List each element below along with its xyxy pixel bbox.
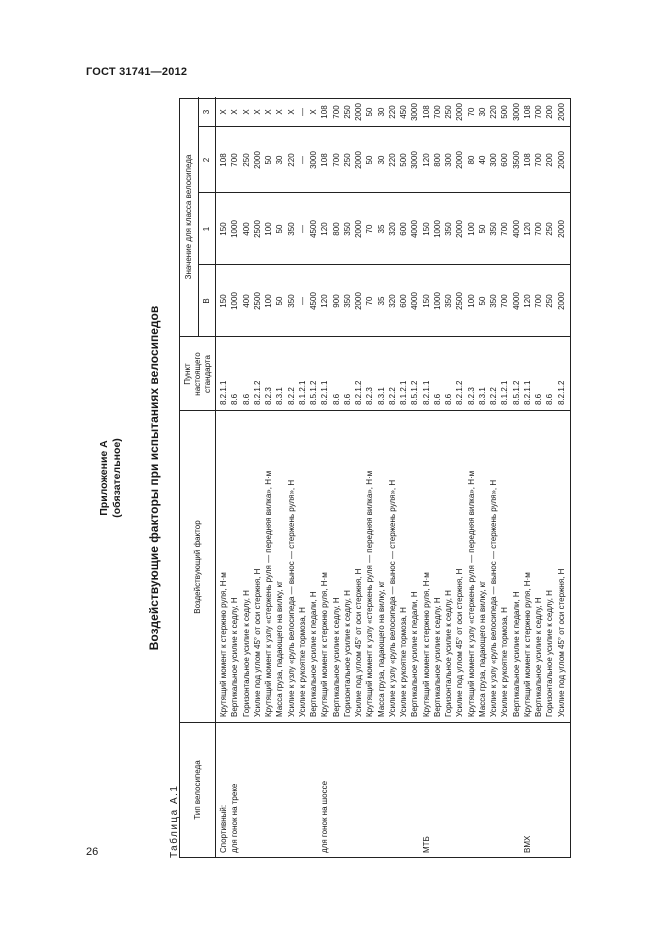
cell-clause: 8.2.1.2	[556, 380, 566, 405]
header-class-b: В	[201, 298, 211, 304]
table-row	[444, 97, 454, 857]
table-caption: Таблица А.1	[169, 784, 180, 858]
header-type: Тип велосипеда	[192, 760, 202, 820]
cell-class-3: X	[264, 109, 273, 115]
table-row	[275, 97, 285, 857]
cell-factor: Усилие к узлу «руль велосипеда — вынос — стержень руля», Н	[387, 479, 397, 717]
cell-class-b: 350	[489, 294, 498, 308]
cell-class-2: 40	[477, 155, 487, 165]
cell-class-1: 50	[477, 224, 487, 234]
table-row	[354, 97, 364, 857]
cell-class-b: 350	[342, 294, 352, 308]
cell-factor: Усилие к рукоятке тормоза, Н	[399, 607, 408, 717]
cell-clause: 8.5.1.2	[309, 380, 318, 405]
cell-class-3: X	[219, 109, 228, 115]
cell-class-1: 800	[331, 222, 341, 236]
cell-class-2: 700	[230, 153, 240, 167]
cell-factor: Горизонтальное усилие к седлу, Н	[545, 590, 555, 717]
table-row	[534, 97, 544, 857]
header-class-3: 3	[201, 109, 211, 115]
table-row	[500, 97, 510, 857]
cell-class-2: 50	[264, 155, 273, 165]
cell-class-2: 500	[399, 153, 408, 167]
cell-class-2: 30	[275, 155, 285, 165]
cell-class-3: 3000	[410, 103, 420, 121]
cell-class-b: —	[297, 297, 307, 305]
cell-clause: 8.1.2.1	[399, 380, 408, 405]
cell-class-2: 300	[444, 153, 453, 167]
table-row	[332, 97, 342, 857]
cell-class-1: 400	[241, 222, 251, 236]
cell-class-1: 100	[466, 222, 476, 236]
data-table	[179, 98, 571, 858]
cell-clause: 8.5.1.2	[410, 380, 420, 405]
header-class-values: Значение для класса велосипеда	[184, 154, 193, 280]
cell-class-b: 120	[522, 294, 532, 308]
cell-factor: Усилие под углом 45° от оси стержня, Н	[354, 568, 363, 717]
cell-factor: Крутящий момент к узлу «стержень руля — передняя вилка», Н·м	[466, 470, 476, 717]
cell-class-3: X	[286, 109, 296, 115]
cell-factor: Усилие под углом 45° от оси стержня, Н	[252, 568, 262, 717]
cell-class-2: 220	[387, 153, 397, 167]
cell-clause: 8.2.1.2	[252, 380, 262, 405]
cell-factor: Крутящий момент к узлу «стержень руля — передняя вилка», Н·м	[365, 470, 375, 717]
cell-clause: 8.2.1.1	[421, 380, 431, 405]
cell-clause: 8.6	[342, 393, 352, 405]
cell-factor: Усилие под углом 45° от оси стержня, Н	[455, 568, 465, 717]
cell-class-1: 120	[522, 222, 532, 236]
cell-class-b: 700	[534, 294, 543, 308]
cell-bicycle-type: для гонок на треке	[230, 783, 240, 853]
cell-class-b: 1000	[432, 292, 442, 310]
cell-clause: 8.2.3	[365, 387, 375, 405]
cell-class-2: 80	[466, 155, 476, 165]
cell-class-2: 3500	[511, 151, 521, 169]
cell-class-3: 700	[331, 105, 341, 119]
cell-factor: Масса груза, падающего на вилку, кг	[477, 580, 487, 717]
cell-class-3: 70	[466, 107, 476, 117]
table-row	[219, 97, 229, 857]
document-header: ГОСТ 31741—2012	[86, 66, 188, 78]
cell-class-b: 50	[477, 296, 487, 306]
cell-clause: 8.2.1.1	[522, 380, 532, 405]
table-row	[478, 97, 488, 857]
table-row	[230, 97, 240, 857]
cell-clause: 8.2.3	[466, 387, 476, 405]
table-row	[422, 97, 432, 857]
cell-class-3: 700	[534, 105, 543, 119]
cell-class-3: 108	[522, 105, 532, 119]
cell-class-b: 1000	[230, 292, 240, 310]
table-row	[365, 97, 375, 857]
cell-class-b: 35	[376, 296, 386, 306]
cell-class-1: 350	[342, 222, 352, 236]
cell-factor: Крутящий момент к стержню руля, Н·м	[421, 572, 431, 717]
cell-class-2: 700	[331, 153, 341, 167]
cell-clause: 8.6	[331, 393, 341, 405]
cell-clause: 8.1.2.1	[500, 380, 510, 405]
table-row	[489, 97, 499, 857]
table-row	[410, 97, 420, 857]
table-row	[545, 97, 555, 857]
cell-class-b: 100	[466, 294, 476, 308]
cell-class-2: 250	[241, 153, 251, 167]
cell-class-2: 120	[421, 153, 431, 167]
cell-class-1: 4000	[511, 220, 521, 238]
cell-class-2: 30	[376, 155, 386, 165]
cell-class-3: 2000	[455, 103, 465, 121]
table-row	[309, 97, 319, 857]
cell-bicycle-type: МТБ	[421, 836, 431, 853]
cell-class-2: 108	[219, 153, 228, 167]
cell-class-2: —	[297, 156, 307, 164]
cell-clause: 8.3.1	[477, 387, 487, 405]
cell-class-1: 120	[320, 222, 330, 236]
cell-factor: Вертикальное усилие к седлу, Н	[432, 597, 442, 717]
cell-class-b: 4000	[410, 292, 420, 310]
page-number: 26	[86, 846, 99, 858]
cell-class-2: 2000	[556, 151, 566, 169]
cell-clause: 8.6	[432, 393, 442, 405]
cell-class-3: 30	[376, 107, 386, 117]
table-row	[242, 97, 252, 857]
cell-class-1: 150	[219, 222, 228, 236]
cell-bicycle-type: для гонок на шоссе	[320, 780, 330, 853]
table-row	[557, 97, 567, 857]
cell-clause: 8.3.1	[275, 387, 285, 405]
table-row	[467, 97, 477, 857]
cell-class-b: 2000	[354, 292, 363, 310]
cell-class-b: 50	[275, 296, 285, 306]
table-row	[343, 97, 353, 857]
cell-class-3: 108	[421, 105, 431, 119]
cell-factor: Усилие под углом 45° от оси стержня, Н	[556, 568, 566, 717]
appendix-title: Приложение А	[98, 440, 110, 516]
cell-class-3: 250	[342, 105, 352, 119]
cell-factor: Масса груза, падающего на вилку, кг	[275, 580, 285, 717]
cell-class-1: 250	[545, 222, 555, 236]
cell-factor: Вертикальное усилие к седлу, Н	[230, 597, 240, 717]
cell-class-1: 4500	[309, 220, 318, 238]
cell-class-1: 350	[489, 222, 498, 236]
cell-clause: 8.2.1.1	[219, 380, 228, 405]
cell-class-3: 3000	[511, 103, 521, 121]
cell-factor: Усилие к рукоятке тормоза, Н	[297, 607, 307, 717]
cell-class-2: 250	[342, 153, 352, 167]
cell-class-1: 350	[444, 222, 453, 236]
cell-class-b: 4000	[511, 292, 521, 310]
cell-class-3: 450	[399, 105, 408, 119]
header-class-2: 2	[201, 157, 211, 163]
cell-class-3: X	[252, 109, 262, 115]
header-clause: Пункт настоящего стандарта	[182, 352, 212, 396]
table-row	[399, 97, 409, 857]
cell-class-b: 350	[444, 294, 453, 308]
cell-clause: 8.2.1.1	[320, 380, 330, 405]
cell-class-2: 108	[522, 153, 532, 167]
cell-class-3: 500	[500, 105, 510, 119]
cell-class-1: 1000	[230, 220, 240, 238]
cell-clause: 8.2.2	[387, 387, 397, 405]
cell-class-2: 220	[286, 153, 296, 167]
cell-class-b: 320	[387, 294, 397, 308]
cell-class-3: X	[230, 109, 240, 115]
cell-class-3: 200	[545, 105, 555, 119]
table-row	[433, 97, 443, 857]
cell-class-3: 2000	[354, 103, 363, 121]
header-factor: Воздействующий фактор	[192, 520, 202, 614]
cell-factor: Вертикальное усилие к педали, Н	[309, 591, 318, 717]
cell-clause: 8.2.1.2	[455, 380, 465, 405]
cell-factor: Усилие к рукоятке тормоза, Н	[500, 607, 510, 717]
cell-bicycle-type: Спортивный:	[219, 804, 228, 853]
cell-factor: Вертикальное усилие к педали, Н	[511, 591, 521, 717]
appendix-heading	[98, 98, 124, 858]
table-row	[455, 97, 465, 857]
cell-class-2: 108	[320, 153, 330, 167]
cell-class-b: 900	[331, 294, 341, 308]
cell-class-b: 2500	[455, 292, 465, 310]
table-title: Воздействующие факторы при испытаниях велосипедов	[147, 305, 161, 651]
cell-class-2: 700	[534, 153, 543, 167]
cell-class-1: 70	[365, 224, 375, 234]
cell-class-2: 2000	[455, 151, 465, 169]
appendix-status: (обязательное)	[111, 438, 123, 518]
cell-class-b: 400	[241, 294, 251, 308]
cell-clause: 8.3.1	[376, 387, 386, 405]
cell-class-3: X	[309, 109, 318, 115]
cell-factor: Крутящий момент к стержню руля, Н·м	[522, 572, 532, 717]
cell-class-1: 2000	[455, 220, 465, 238]
cell-factor: Вертикальное усилие к седлу, Н	[331, 597, 341, 717]
cell-class-2: 50	[365, 155, 375, 165]
cell-factor: Крутящий момент к стержню руля, Н·м	[219, 572, 228, 717]
cell-clause: 8.5.1.2	[511, 380, 521, 405]
cell-class-b: 150	[421, 294, 431, 308]
cell-clause: 8.6	[545, 393, 555, 405]
cell-class-b: 150	[219, 294, 228, 308]
cell-class-b: 350	[286, 294, 296, 308]
cell-clause: 8.1.2.1	[297, 380, 307, 405]
cell-clause: 8.6	[534, 393, 543, 405]
cell-class-b: 700	[500, 294, 510, 308]
cell-class-3: 700	[432, 105, 442, 119]
cell-clause: 8.6	[241, 393, 251, 405]
cell-clause: 8.6	[444, 393, 453, 405]
cell-class-b: 2500	[252, 292, 262, 310]
cell-class-b: 600	[399, 294, 408, 308]
cell-class-3: 220	[387, 105, 397, 119]
cell-clause: 8.2.2	[286, 387, 296, 405]
cell-class-b: 2000	[556, 292, 566, 310]
cell-factor: Масса груза, падающего на вилку, кг	[376, 580, 386, 717]
cell-class-2: 3000	[410, 151, 420, 169]
cell-factor: Крутящий момент к узлу «стержень руля — передняя вилка», Н·м	[264, 470, 273, 717]
cell-class-3: 108	[320, 105, 330, 119]
cell-class-2: 200	[545, 153, 555, 167]
cell-class-3: 30	[477, 107, 487, 117]
rule-header-bottom	[215, 97, 216, 857]
table-row	[388, 97, 398, 857]
cell-class-b: 100	[264, 294, 273, 308]
cell-class-3: X	[241, 109, 251, 115]
cell-class-b: 120	[320, 294, 330, 308]
cell-class-1: 600	[399, 222, 408, 236]
table-row	[523, 97, 533, 857]
cell-class-1: 2000	[556, 220, 566, 238]
cell-class-b: 4500	[309, 292, 318, 310]
cell-class-1: 350	[286, 222, 296, 236]
cell-class-3: 220	[489, 105, 498, 119]
cell-class-b: 70	[365, 296, 375, 306]
rotated-content	[86, 98, 586, 858]
cell-clause: 8.2.1.2	[354, 380, 363, 405]
cell-factor: Вертикальное усилие к седлу, Н	[534, 597, 543, 717]
cell-class-1: —	[297, 225, 307, 233]
table-row	[298, 97, 308, 857]
cell-class-1: 35	[376, 224, 386, 234]
table-row	[512, 97, 522, 857]
cell-clause: 8.2.2	[489, 387, 498, 405]
cell-class-1: 100	[264, 222, 273, 236]
cell-class-3: X	[275, 109, 285, 115]
cell-clause: 8.2.3	[264, 387, 273, 405]
table-row	[264, 97, 274, 857]
cell-class-3: 250	[444, 105, 453, 119]
cell-factor: Горизонтальное усилие к седлу, Н	[444, 590, 453, 717]
cell-class-3: —	[297, 108, 307, 116]
table-row	[253, 97, 263, 857]
cell-bicycle-type: ВМХ	[522, 835, 532, 853]
cell-class-3: 50	[365, 107, 375, 117]
cell-class-1: 1000	[432, 220, 442, 238]
cell-class-b: 250	[545, 294, 555, 308]
cell-class-2: 800	[432, 153, 442, 167]
table-row	[287, 97, 297, 857]
header-class-1: 1	[201, 226, 211, 232]
cell-factor: Горизонтальное усилие к седлу, Н	[342, 590, 352, 717]
cell-class-1: 700	[500, 222, 510, 236]
cell-class-3: 2000	[556, 103, 566, 121]
table-row	[320, 97, 330, 857]
cell-class-1: 50	[275, 224, 285, 234]
cell-class-2: 2000	[252, 151, 262, 169]
cell-clause: 8.6	[230, 393, 240, 405]
cell-factor: Усилие к узлу «руль велосипеда — вынос — стержень руля», Н	[489, 479, 498, 717]
cell-factor: Горизонтальное усилие к седлу, Н	[241, 590, 251, 717]
cell-class-2: 2000	[354, 151, 363, 169]
cell-factor: Крутящий момент к стержню руля, Н·м	[320, 572, 330, 717]
cell-class-1: 2500	[252, 220, 262, 238]
cell-class-1: 2000	[354, 220, 363, 238]
table-row	[377, 97, 387, 857]
cell-factor: Усилие к узлу «руль велосипеда — вынос — стержень руля», Н	[286, 479, 296, 717]
cell-class-2: 3000	[309, 151, 318, 169]
cell-class-1: 4000	[410, 220, 420, 238]
cell-class-1: 700	[534, 222, 543, 236]
cell-class-2: 600	[500, 153, 510, 167]
cell-class-1: 320	[387, 222, 397, 236]
cell-class-2: 300	[489, 153, 498, 167]
cell-factor: Вертикальное усилие к педали, Н	[410, 591, 420, 717]
cell-class-1: 150	[421, 222, 431, 236]
